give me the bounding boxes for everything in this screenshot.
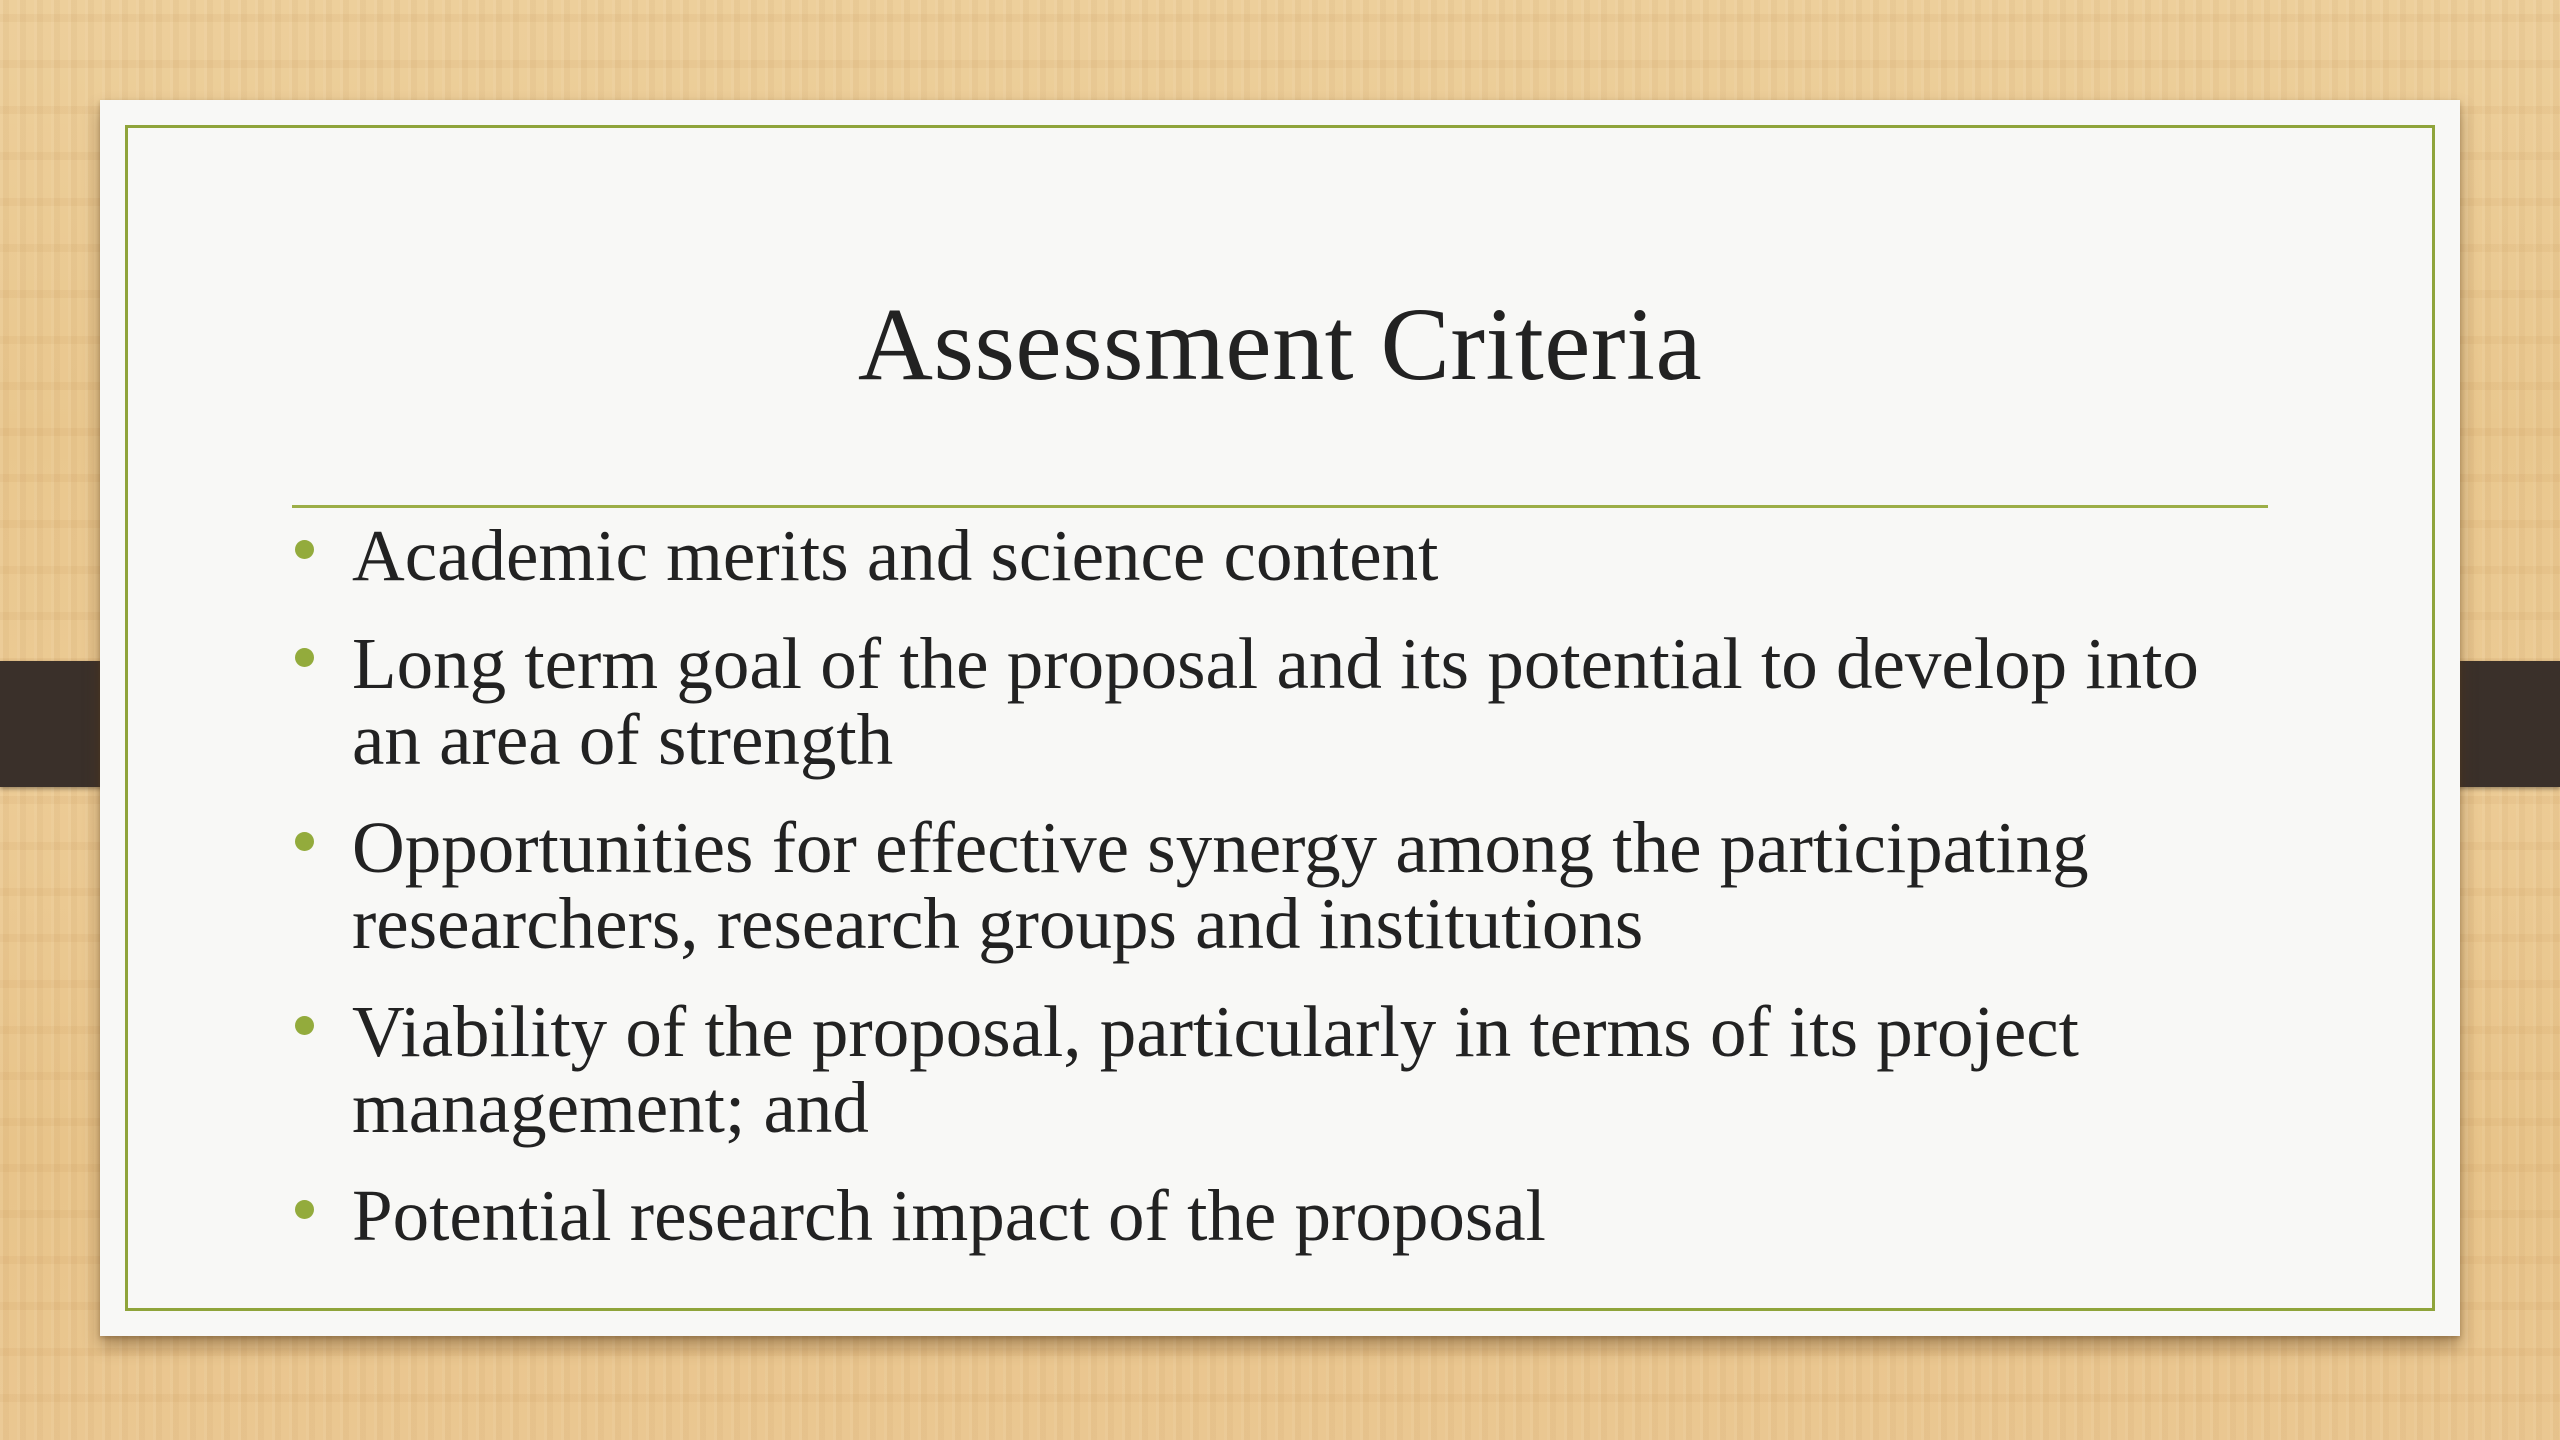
bullet-item — [290, 510, 2230, 594]
bullet-text: Academic merits and science content — [352, 515, 1439, 596]
bullet-text: Viability of the proposal, particularly in terms of its project management; and — [352, 991, 2079, 1148]
bullet-text: Long term goal of the proposal and its potential to develop into an area of strength — [352, 623, 2199, 780]
bullet-item — [290, 991, 2230, 1148]
bullet-item — [290, 807, 2230, 964]
bullet-text: Potential research impact of the proposal — [352, 1175, 1546, 1256]
bullet-dot-icon — [295, 1016, 314, 1035]
bullet-item — [290, 623, 2230, 780]
bullet-dot-icon — [295, 832, 314, 851]
slide-title: Assessment Criteria — [857, 287, 1703, 402]
title-divider — [292, 505, 2268, 508]
bullet-text: Opportunities for effective synergy among the participating researchers, research groups and institutions — [352, 807, 2089, 964]
bullet-list — [290, 510, 2230, 1286]
bullet-item — [290, 1175, 2230, 1256]
bullet-dot-icon — [295, 540, 314, 559]
bullet-dot-icon — [295, 1200, 314, 1219]
bullet-dot-icon — [295, 648, 314, 667]
